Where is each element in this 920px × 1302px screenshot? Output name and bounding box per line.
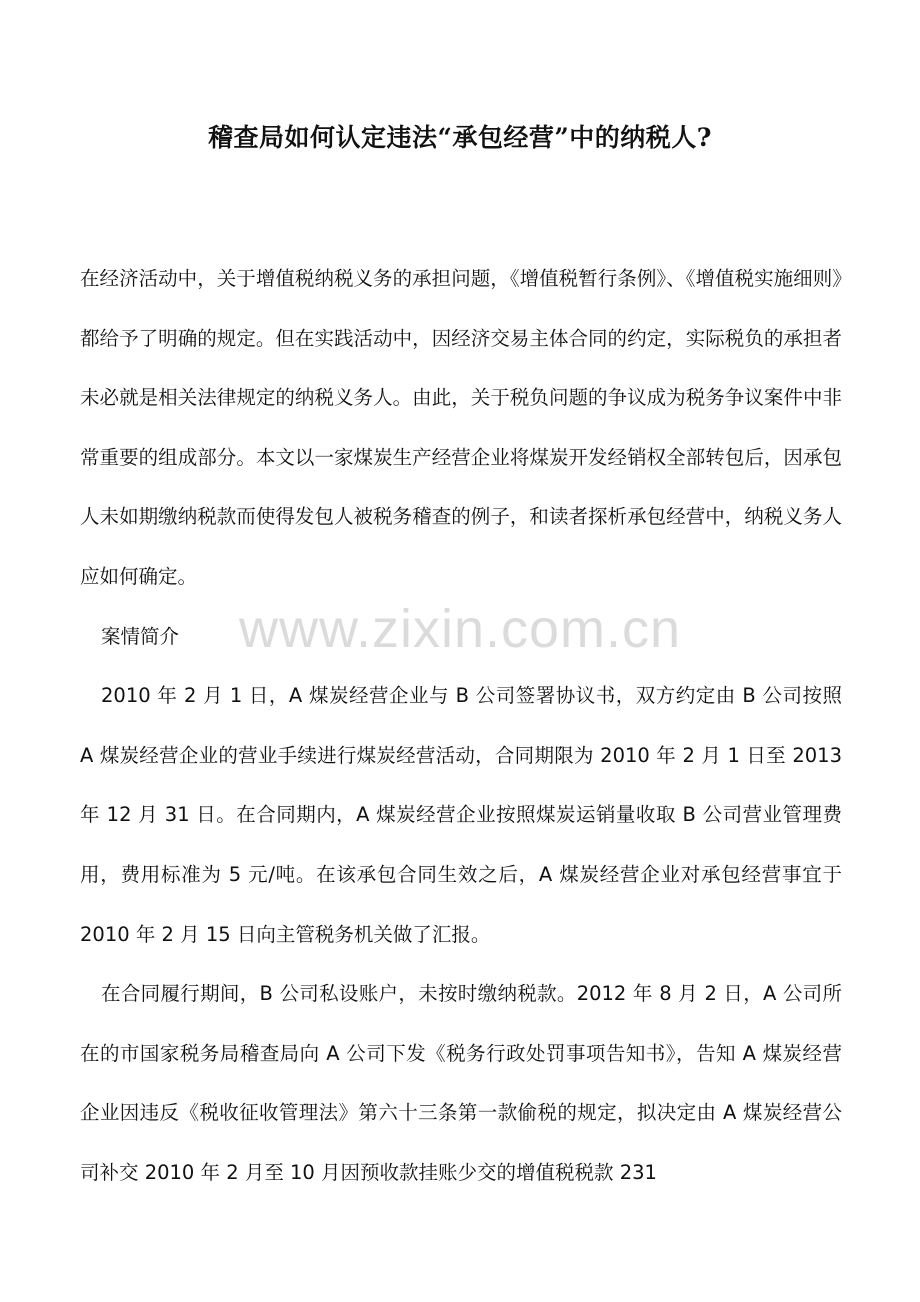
document-body: [80, 249, 842, 1203]
paragraph-intro: 在经济活动中，关于增值税纳税义务的承担问题，《增值税暂行条例》、《增值税实施细则》都给予了明确的规定。但在实践活动中，因经济交易主体合同的约定，实际税负的承担者未必就是相关法律规定的纳税义务人。由此，关于税负问题的争议成为税务争议案件中非常重要的组成部分。本文以一家煤炭生产经营企业将煤炭开发经销权全部转包后，因承包人未如期缴纳税款而使得发包人被税务稽查的例子，和读者探析承包经营中，纳税义务人应如何确定。: [80, 267, 842, 588]
paragraph-case-2: 在合同履行期间，B 公司私设账户，未按时缴纳税款。2012 年 8 月 2 日，A 公司所在的市国家税务局稽查局向 A 公司下发《税务行政处罚事项告知书》，告知 A 煤炭经营企业因违反《税收征收管理法》第六十三条第一款偷税的规定，拟决定由 A 煤炭经营公司补交 2010 年 2 月至 10 月因预收款挂账少交的增值税税款 231: [80, 982, 842, 1184]
document-title: 稽查局如何认定违法“承包经营”中的纳税人?: [208, 123, 712, 152]
watermark: www.zixin.com.cn: [238, 599, 682, 659]
section-heading: 案情简介: [101, 624, 180, 648]
paragraph-case-1: 2010 年 2 月 1 日，A 煤炭经营企业与 B 公司签署协议书，双方约定由 B 公司按照 A 煤炭经营企业的营业手续进行煤炭经营活动，合同期限为 2010 年 2 月 1 日至 2013 年 12 月 31 日。在合同期内，A 煤炭经营企业按照煤炭运销量收取 B 公司营业管理费用，费用标准为 5 元/吨。在该承包合同生效之后，A 煤炭经营企业对承包经营事宜于 2010 年 2 月 15 日向主管税务机关做了汇报。: [80, 684, 842, 946]
